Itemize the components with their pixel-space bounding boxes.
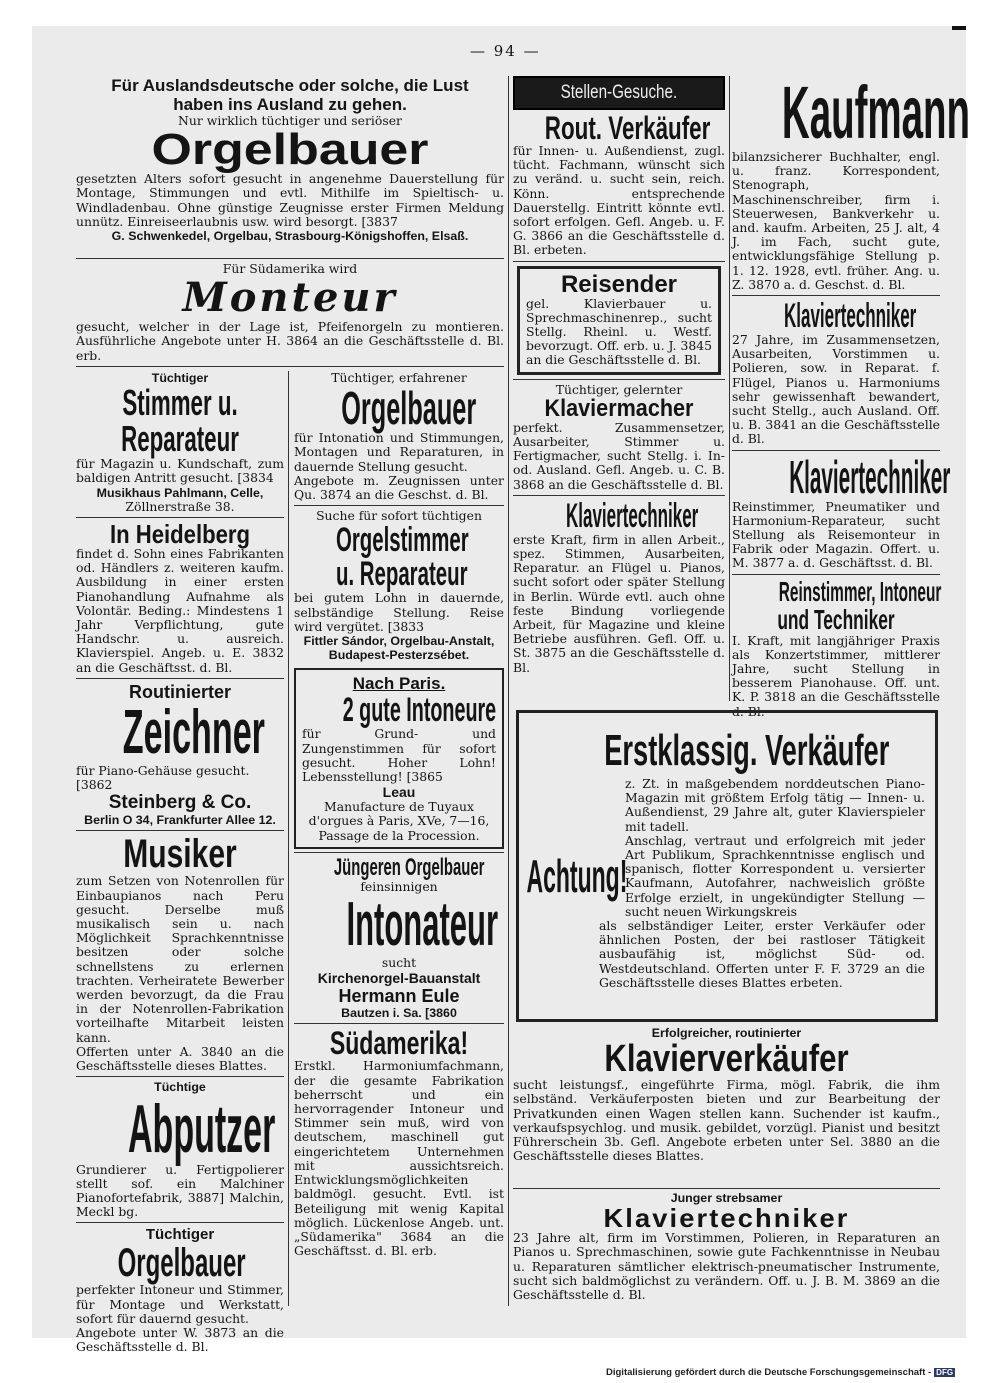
ad-zeichner <box>76 682 284 828</box>
ad-body: als selbständiger Leiter, erster Verkäufer oder ähnlichen Posten, der bei rastloser Tätigkeit ausbaufähig ist, möglichst Süd- od. Westdeutschland. Offerten unter F. F. 3729 an die Geschäftsstelle dieses Blattes erbeten. <box>599 918 925 990</box>
dfg-logo: DFG <box>936 1368 954 1377</box>
ad-title: Klaviertechniker <box>566 496 699 535</box>
ad-reisender <box>517 266 721 375</box>
ad-signature: Steinberg & Co. <box>108 792 252 814</box>
ad-body: erste Kraft, firm in allen Arbeit., spez. Stimmen, Ausarbeiten, Reparatur. an Flügel u. Pianos, sucht sofort oder später Stellung in Berlin. Würde evtl. auch ohne feste Bindung vorliegende Arbeit, für Magazine und kleine Betriebe ausführen. Gefl. Off. u. St. 3875 an die Geschäftsstelle d. Bl. <box>513 531 725 675</box>
ad-offer: Offerten unter A. 3840 an die Geschäftsstelle dieses Blattes. <box>76 1043 284 1074</box>
ad-body: I. Kraft, mit langjähriger Praxis als Konzertstimmer, mittlerer Jahre, sucht Stellung in besserem Pianohause. Off. unt. K. P. 3818 an die Geschäftsstelle d. Bl. <box>732 632 940 719</box>
ad-body: Reinstimmer, Pneumatiker und Harmonium-Reparateur, sucht Stellung als Reisemonteur in Fabrik oder Magazin. Offert. u. M. 3877 a. d. Geschäftsst. d. Bl. <box>732 498 940 571</box>
ad-body: zum Setzen von Notenrollen für Einbaupianos nach Peru gesucht. Derselbe muß musikalisch sein u. nach Möglichkeit Sprachkenntnisse besitzen oder solche schnellstens zu erlernen trachten. Verheiratete Bewerber werden bevorzugt, da die Frau in der Notenrollen-Fabrikation vorteilhafte Mitarbeit leisten kann. <box>76 873 284 1045</box>
ad-abputzer <box>76 1080 284 1219</box>
ad-title: Reisender <box>560 270 678 298</box>
ad-title: Jüngeren Orgelbauer <box>333 853 485 881</box>
ad-heidelberg <box>76 521 284 675</box>
ad-body: bei gutem Lohn in dauernde, selbständige Stellung. Reise wird vergütet. [3833 <box>294 590 504 634</box>
ad-offer: Angebote unter W. 3873 an die Geschäftsstelle d. Bl. <box>76 1324 284 1355</box>
ad-orgelbauer-ausland <box>76 76 504 256</box>
ad-intro: Routinierter <box>128 681 231 702</box>
column-rule <box>508 76 509 1306</box>
ad-signature: Leau <box>382 784 416 801</box>
ad-musiker <box>76 834 284 1073</box>
ad-reinstimmer <box>732 575 942 719</box>
ad-title: und Techniker <box>777 603 895 635</box>
ad-klavierverkaeufer <box>513 1026 940 1186</box>
ad-intro: Tüchtiger <box>151 371 209 385</box>
column-1 <box>76 371 284 1355</box>
ad-intro: Tüchtiger <box>145 1226 215 1244</box>
ad-divider <box>76 1222 284 1223</box>
ad-orgelbauer-3 <box>294 371 504 502</box>
ad-divider <box>294 852 504 853</box>
ad-body: Erstkl. Harmoniumfachmann, der die gesamte Fabrikation beherrscht und ein hervorragender Intoneur und Stimmer sein muß, wird von deutschem, maschinell gut eingerichtetem Unternehmen mit aussichtsreich. Entwicklungsmöglichkeiten baldmögl. gesucht. Evtl. ist Beteiligung mit wenig Kapital möglich. Lückenlose Angeb. unt. „Südamerika" 3684 an die Geschäftsst. d. Bl. erb. <box>294 1058 504 1259</box>
ad-signature: Musikhaus Pahlmann, Celle, <box>96 485 264 500</box>
ad-title: Klaviertechniker <box>784 297 917 336</box>
column-rule <box>729 76 730 701</box>
ad-signature: G. Schwenkedel, Orgelbau, Strasbourg-Königshoffen, Elsaß. <box>111 229 469 244</box>
ad-body: für Grund- und Zungenstimmen für sofort gesucht. Hoher Lohn! Lebensstellung! [3865 <box>302 726 496 785</box>
ad-heading: haben ins Ausland zu gehen. <box>173 95 407 114</box>
ad-title: Intonateur <box>346 890 499 960</box>
ad-heading: Für Auslandsdeutsche oder solche, die Lust <box>111 76 469 95</box>
ad-klaviermacher <box>513 383 725 492</box>
ad-orgelbauer-2 <box>76 1226 284 1354</box>
ad-title: Orgelbauer <box>341 382 477 435</box>
ad-klaviertechniker-3 <box>732 450 951 571</box>
ad-divider <box>76 830 284 831</box>
ad-body: Grundierer u. Fertigpolierer stellt sof. ein Malchiner Pianofortefabrik, 3887] Malchin, Meckl bg. <box>76 1161 284 1220</box>
ad-erstklassig-verkaeufer <box>516 710 938 1022</box>
ad-body: für Piano-Gehäuse gesucht. [3862 <box>76 762 250 793</box>
ad-heading: Nach Paris. <box>352 674 446 694</box>
ad-body: perfekter Intoneur und Stimmer, für Montage und Werkstatt, sofort für dauernd gesucht. <box>76 1282 284 1326</box>
ad-title: Kaufmann <box>781 71 971 154</box>
ad-title: Reinstimmer, Intoneur <box>778 575 942 607</box>
column-3 <box>513 76 725 701</box>
section-header-stellengesuche: Stellen-Gesuche. <box>513 76 725 110</box>
ad-address: Berlin O 34, Frankfurter Allee 12. <box>84 813 276 828</box>
ad-suedamerika <box>294 1027 504 1258</box>
ad-title: Klaviermacher <box>544 394 694 422</box>
ad-address: Manufacture de Tuyaux d'orgues à Paris, XVe, 7—16, Passage de la Procession. <box>308 799 490 843</box>
ad-body: sucht leistungsf., eingeführte Firma, mögl. Fabrik, die ihm selbständ. Verkäuferposten bieten und zur Bearbeitung der Privatkunden einen Wagen stellen kann. Suchender ist kaufm., verkaufspsychlog. und musik. gebildet, vorzügl. Pianist und besitzt Führerschein 3b. Gefl. Angebote erbeten unter Sel. 3880 an die Geschäftsstelle dieses Blattes. <box>513 1077 940 1164</box>
ad-body: sucht <box>381 955 417 971</box>
ad-signature: Kirchenorgel-Bauanstalt <box>317 970 481 987</box>
ad-intro: Nur wirklich tüchtiger und seriöser <box>178 113 402 128</box>
ad-body: perfekt. Zusammensetzer, Ausarbeiter, Stimmer u. Fertigmacher, sucht Stellg. i. In- od. Ausland. Gefl. Angeb. u. C. B. 3868 an die Geschäftsstelle d. Bl. <box>513 419 725 492</box>
ad-title: Erstklassig. Verkäufer <box>604 726 890 775</box>
ad-divider <box>76 678 284 679</box>
ad-title: Monteur <box>182 274 398 322</box>
column-rule <box>288 371 289 1306</box>
ad-intro: Suche für sofort tüchtigen <box>316 508 482 524</box>
ad-body: gesetzten Alters sofort gesucht in angenehme Dauerstellung für Montage, Stimmungen und evtl. Mithilfe im Spieltisch- u. Windladenbau. Ohne günstige Zeugnisse erster Firmen Meldung unnütz. Einreiseerlaubnis usw. wird besorgt. [3837 <box>76 171 504 229</box>
ad-body: gesucht, welcher in der Lage ist, Pfeifenorgeln zu montieren. Ausführliche Angebote unter H. 3864 an die Geschäftsstelle d. Bl. erb. <box>76 319 504 363</box>
ad-divider <box>294 1023 504 1024</box>
ad-title: Rout. Verkäufer <box>544 110 711 146</box>
ad-divider <box>76 517 284 518</box>
ad-title: Zeichner <box>122 697 265 767</box>
ad-klaviertechniker-2 <box>732 299 940 447</box>
ad-address: Zöllnerstraße 38. <box>125 498 235 514</box>
ad-offer: Angebote m. Zeugnissen unter Qu. 3874 an die Geschst. d. Bl. <box>294 472 504 503</box>
ad-stimmer <box>76 371 284 514</box>
ad-body-row <box>526 832 925 919</box>
ad-intro: Für Südamerika wird <box>222 261 358 276</box>
ad-intro: Tüchtiger, gelernter <box>555 381 683 397</box>
ad-address: Budapest-Pesterzsébet. <box>328 648 470 663</box>
section-rule <box>76 258 504 259</box>
ad-body: für Innen- u. Außendienst, zugl. tücht. Fachmann, wünscht sich zu veränd. u. sucht sein, reich. Könn. entsprechende Dauerstellg. Eintritt könnte evtl. sofort erfolgen. Gefl. Angeb. u. F. G. 3866 an die Geschäftsstelle d. Bl. erbeten. <box>513 143 725 258</box>
ad-divider <box>513 1188 940 1189</box>
column-2 <box>294 371 504 1306</box>
ad-divider <box>732 295 940 296</box>
ad-body: für Intonation und Stimmungen, Montagen und Reparaturen, in dauernde Stellung gesucht. <box>294 430 504 474</box>
ad-kaufmann <box>732 71 971 292</box>
newspaper-page <box>32 26 971 1355</box>
ad-title: u. Reparateur <box>336 555 468 594</box>
ad-divider <box>513 261 725 262</box>
ad-title: Orgelstimmer <box>336 521 469 560</box>
ad-signature: Hermann Eule <box>338 986 460 1007</box>
ad-title: Klaviertechniker <box>789 450 951 503</box>
ad-intro: Junger strebsamer <box>670 1191 783 1205</box>
ad-divider <box>513 379 725 380</box>
ad-divider <box>732 574 940 575</box>
ad-divider <box>76 1076 284 1077</box>
ad-title: Südamerika! <box>329 1025 469 1062</box>
ad-body: z. Zt. in maßgebendem norddeutschen Piano-Magazin mit größtem Erfolg tätig — Innen- u. Außendienst, 29 Jahre alt, guter Klavierspieler mit tadell. <box>625 776 925 834</box>
ad-title: Abputzer <box>128 1090 276 1167</box>
ad-title: Klavierverkäufer <box>604 1038 849 1081</box>
ad-title: Klaviertechniker <box>603 1203 850 1234</box>
ad-body: für Magazin u. Kundschaft, zum baldigen Antritt gesucht. [3834 <box>76 456 284 486</box>
ad-side-title: Achtung! <box>526 850 628 903</box>
section-rule <box>76 366 504 367</box>
ad-title: In Heidelberg <box>109 519 250 550</box>
ad-body: 23 Jahre alt, firm im Vorstimmen, Polieren, in Reparaturen an Pianos u. Sprechmaschinen, sowie gute Fachkenntnisse in Neubau u. Reparaturen sämtlicher elektrisch-pneumatischer Instrumente, sucht sich baldmöglichst zu verändern. Off. u. J. B. M. 3869 an die Geschäftsstelle d. Bl. <box>513 1230 940 1303</box>
ad-intonateur <box>294 853 504 1021</box>
ad-address: Bautzen i. Sa. [3860 <box>341 1006 457 1021</box>
ad-junger-klaviertechniker <box>513 1191 940 1309</box>
ad-title: Orgelbauer <box>117 1241 246 1286</box>
footer-credit <box>606 1367 955 1378</box>
ad-signature: Fittler Sándor, Orgelbau-Anstalt, <box>303 634 495 649</box>
ad-body: bilanzsicherer Buchhalter, engl. u. franz. Korrespondent, Stenograph, Maschinenschreiber, firm i. Steuerwesen, Bankverkehr u. and. kaufm. Arbeiten, 25 J. alt, 4 J. im Fach, sucht gute, entwicklungsfähige Stellung p. 1. 12. 1928, evtl. früher. Ang. u. Z. 3870 a. d. Geschst. d. Bl. <box>732 149 940 292</box>
ad-intro: Erfolgreicher, routinierter <box>651 1026 802 1040</box>
ad-title: Orgelbauer <box>151 125 429 175</box>
column-4 <box>732 71 971 719</box>
ad-klaviertechniker-1 <box>513 496 725 675</box>
ad-title: Stimmer u. <box>122 382 238 424</box>
ad-intro: Tüchtiger, erfahrener <box>331 370 467 385</box>
ad-intro: feinsinnigen <box>360 878 438 894</box>
corner-mark <box>952 26 966 30</box>
ad-monteur <box>76 262 504 362</box>
ad-body: Anschlag, vertraut und erfolgreich mit jeder Art Publikum, Sprachkenntnisse englisch und spanisch, flotter Korrespondent u. versierter Kaufmann, Autofahrer, nachweislich größte Erfolge erzielt, in ungekündigter Stellung — sucht neuen Wirkungskreis <box>625 832 925 919</box>
ad-title: Musiker <box>123 832 237 877</box>
ad-body: findet d. Sohn eines Fabrikanten od. Händlers z. weiteren kaufm. Ausbildung in einer ersten Pianohandlung Aufnahme als Volontär. Beding.: Mindestens 1 Jahr Verpflichtung, gute Handschr. u. ausreich. Klavierspiel. Angeb. u. E. 3832 an die Geschäftsst. d. Bl. <box>76 546 284 675</box>
ad-divider <box>294 505 504 506</box>
ad-intro: Tüchtige <box>154 1080 206 1095</box>
ad-title: 2 gute Intoneure <box>342 691 497 730</box>
ad-title: Reparateur <box>121 418 239 460</box>
ad-rout-verkaeufer <box>513 112 725 258</box>
ad-divider <box>513 495 725 496</box>
ad-body: 27 Jahre, im Zusammensetzen, Ausarbeiten, Vorstimmen u. Polieren, sow. in Reparat. f. Flügel, Pianos u. Harmoniums sehr gewissenhaft bewandert, sucht Stellg., auch Ausland. Off. u. B. 3841 an die Geschäftsstelle d. Bl. <box>732 332 940 447</box>
ad-paris <box>294 668 504 848</box>
page-number: — 94 — <box>470 42 541 60</box>
footer-text: Digitalisierung gefördert durch die Deutsche Forschungsgemeinschaft - <box>606 1367 932 1378</box>
ad-body: gel. Klavierbauer u. Sprechmaschinenrep., sucht Stellg. Rheinl. u. Westf. bevorzugt. Off. erb. u. J. 3845 an die Geschäftsstelle d. Bl. <box>526 295 712 368</box>
ad-orgelstimmer <box>294 509 504 662</box>
